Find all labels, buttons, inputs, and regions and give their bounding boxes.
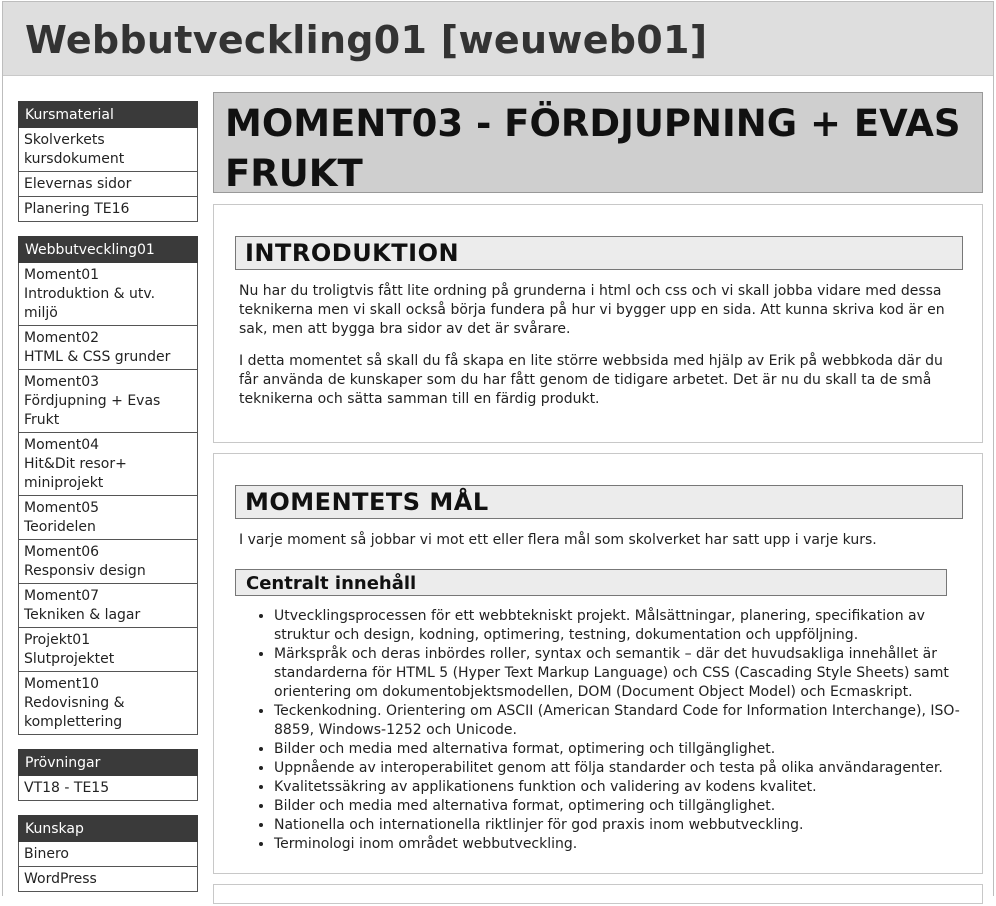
nav-item-skolverkets-kursdokument[interactable]: Skolverkets kursdokument [18, 128, 198, 172]
page-title: MOMENT03 - FÖRDJUPNING + EVAS FRUKT [225, 102, 961, 195]
nav-group-title: Prövningar [18, 749, 198, 776]
nav-item-wordpress[interactable]: WordPress [18, 867, 198, 892]
goals-heading-box [235, 485, 963, 519]
nav-group-title: Webbutveckling01 [18, 236, 198, 263]
central-content-list [260, 607, 964, 854]
next-section [213, 884, 983, 904]
list-item: • Uppnående av interoperabilitet genom att följa standarder och testa på olika användaragenter. [274, 759, 964, 778]
nav-group-title: Kursmaterial [18, 101, 198, 128]
goals-section [213, 453, 983, 874]
list-item: • Märkspråk och deras inbördes roller, syntax och semantik – där det huvudsakliga innehållet är standarderna för HTML 5 (Hyper Text Markup Language) och CSS (Cascading Style Sheets) samt orientering om dokumentobjektsmodellen, DOM (Document Object Model) och Ecmaskript. [274, 645, 964, 702]
intro-heading: INTRODUKTION [245, 239, 460, 267]
nav-group-kursmaterial [18, 101, 198, 222]
nav-item-moment10[interactable]: Moment10 Redovisning & komplettering [18, 672, 198, 735]
nav-group-provningar [18, 749, 198, 801]
list-item: • Teckenkodning. Orientering om ASCII (American Standard Code for Information Interchange), ISO-8859, Windows-1252 och Unicode. [274, 702, 964, 740]
nav-item-binero[interactable]: Binero [18, 842, 198, 867]
list-item: • Nationella och internationella riktlinjer för god praxis inom webbutveckling. [274, 816, 964, 835]
list-item: • Utvecklingsprocessen för ett webbtekniskt projekt. Målsättningar, planering, specifikation av struktur och design, kodning, optimering, testning, dokumentation och uppföljning. [274, 607, 964, 645]
nav-item-projekt01[interactable]: Projekt01 Slutprojektet [18, 628, 198, 672]
nav-item-moment04[interactable]: Moment04 Hit&Dit resor+ miniprojekt [18, 433, 198, 496]
page-title-box [213, 92, 983, 193]
nav-item-planering-te16[interactable]: Planering TE16 [18, 197, 198, 222]
nav-item-moment02[interactable]: Moment02 HTML & CSS grunder [18, 326, 198, 370]
nav-item-moment07[interactable]: Moment07 Tekniken & lagar [18, 584, 198, 628]
sidebar [18, 101, 198, 906]
nav-item-moment06[interactable]: Moment06 Responsiv design [18, 540, 198, 584]
nav-item-moment01[interactable]: Moment01 Introduktion & utv. miljö [18, 263, 198, 326]
goals-heading: MOMENTETS MÅL [245, 488, 489, 516]
list-item: • Bilder och media med alternativa format, optimering och tillgänglighet. [274, 740, 964, 759]
site-header [3, 2, 993, 76]
nav-group-webbutveckling01 [18, 236, 198, 735]
central-content-heading: Centralt innehåll [246, 573, 417, 594]
site-title: Webbutveckling01 [weuweb01] [25, 18, 708, 62]
list-item: • Terminologi inom området webbutveckling. [274, 835, 964, 854]
nav-item-moment05[interactable]: Moment05 Teoridelen [18, 496, 198, 540]
nav-group-kunskap [18, 815, 198, 892]
nav-group-title: Kunskap [18, 815, 198, 842]
list-item: • Kvalitetssäkring av applikationens funktion och validering av kodens kvalitet. [274, 778, 964, 797]
goals-paragraph: I varje moment så jobbar vi mot ett eller flera mål som skolverket har satt upp i varje kurs. [239, 532, 877, 548]
intro-paragraph-1: Nu har du troligtvis fått lite ordning på grunderna i html och css och vi skall jobba vidare med dessa teknikerna men vi skall också börja fundera på hur vi bygger upp en sida. Att kunna skriva kod är en sak, men att bygga bra sidor av det är svårare. [239, 283, 945, 337]
nav-item-vt18-te15[interactable]: VT18 - TE15 [18, 776, 198, 801]
nav-item-elevernas-sidor[interactable]: Elevernas sidor [18, 172, 198, 197]
nav-item-moment03[interactable]: Moment03 Fördjupning + Evas Frukt [18, 370, 198, 433]
intro-heading-box [235, 236, 963, 270]
intro-section [213, 204, 983, 443]
central-content-heading-box [235, 569, 947, 596]
intro-paragraph-2: I detta momentet så skall du få skapa en lite större webbsida med hjälp av Erik på webbkoda där du får använda de kunskaper som du har fått genom de tidigare arbetet. Det är nu du skall ta de små teknikerna och sätta samman till en färdig produkt. [239, 353, 943, 407]
list-item: • Bilder och media med alternativa format, optimering och tillgänglighet. [274, 797, 964, 816]
